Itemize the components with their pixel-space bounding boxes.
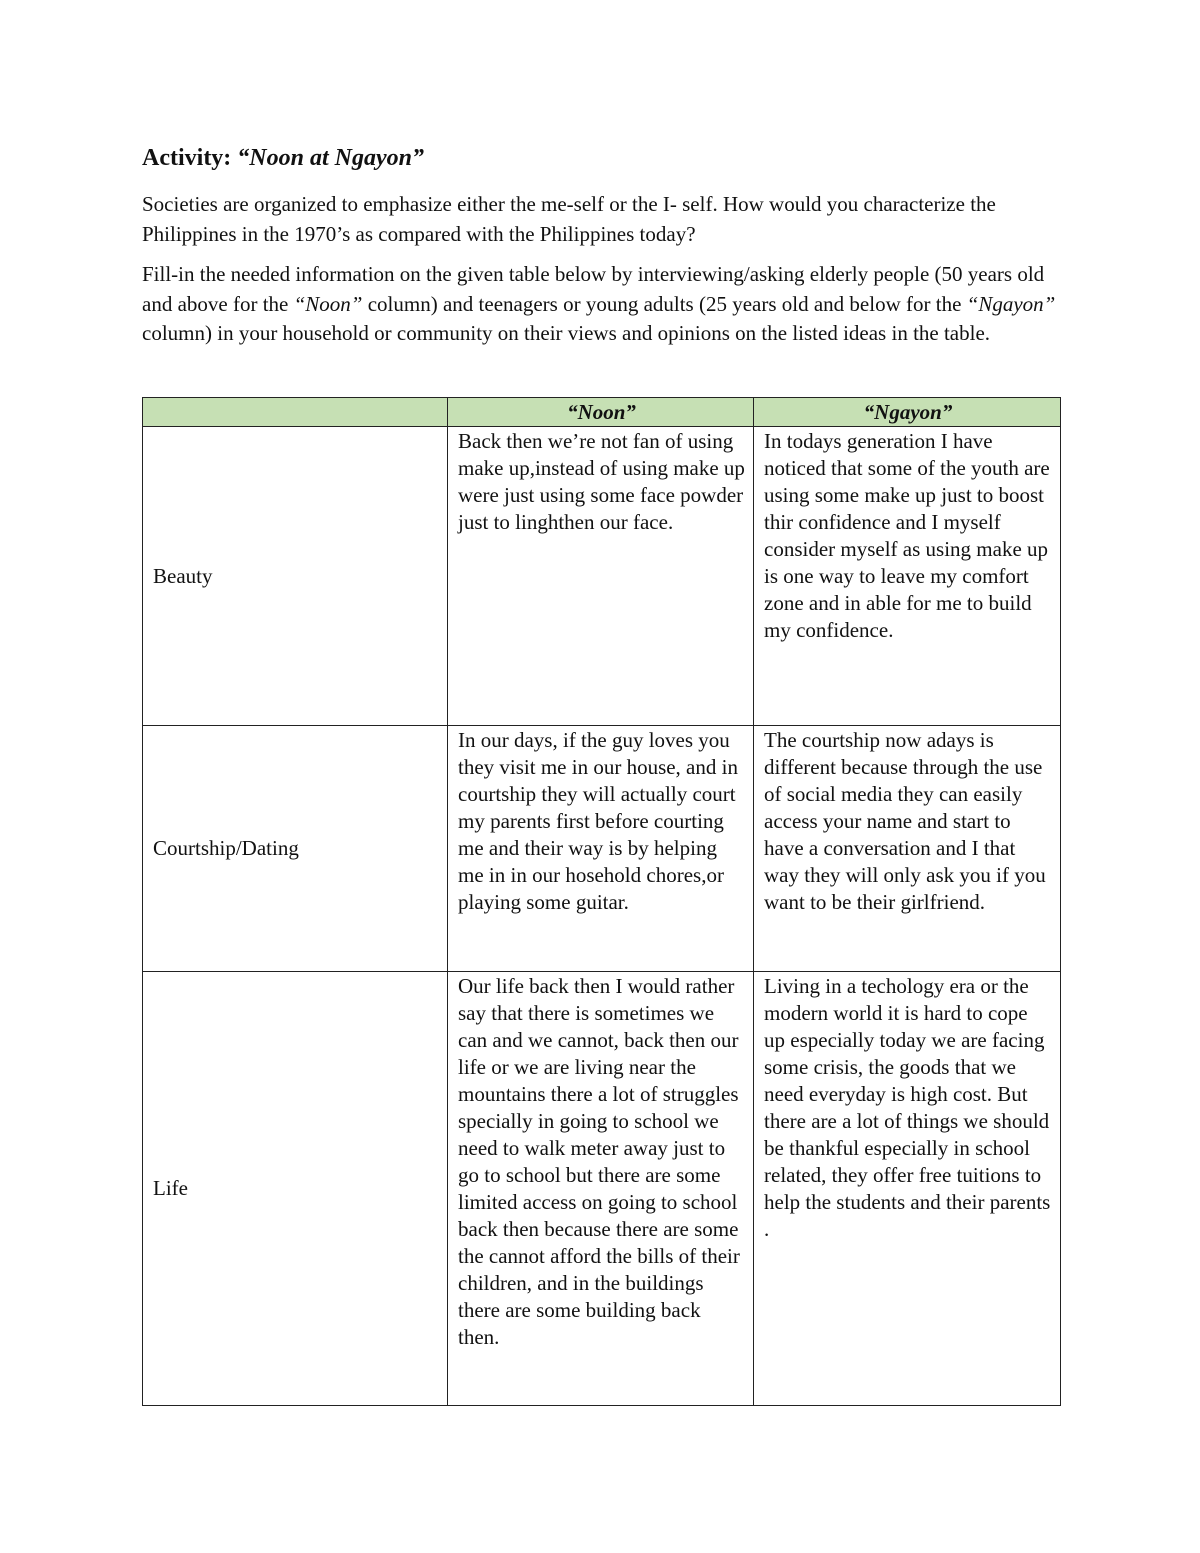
header-noon-cell: “Noon” [448,398,754,427]
activity-title-name: “Noon at Ngayon” [237,145,424,171]
ngayon-cell-courtship: The courtship now adays is different because through the use of social media they can easily access your name and start to have a conversation and I that way they will only ask you if you want to be their girlfriend. [754,726,1061,972]
intro-paragraph-2 [142,260,1060,349]
intro-p2-part-e: column) in your household or community on their views and opinions on the listed ideas in the table. [142,321,991,345]
comparison-table [142,397,1061,1406]
noon-cell-courtship: In our days, if the guy loves you they visit me in our house, and in courtship they will actually court my parents first before courting me and their way is by helping me in in our hosehold chores,or playing some guitar. [448,726,754,972]
header-ngayon-cell: “Ngayon” [754,398,1061,427]
header-topic-cell [143,398,448,427]
noon-cell-life: Our life back then I would rather say that there is sometimes we can and we cannot, back then our life or we are living near the mountains there a lot of struggles specially in going to school we need to walk meter away just to go to school but there are some limited access on going to school back then because there are some the cannot afford the bills of their children, and in the buildings there are some building back then. [448,972,754,1406]
intro-p2-part-c: column) and teenagers or young adults (25 years old and below for the [362,291,967,316]
ngayon-cell-beauty: In todays generation I have noticed that some of the youth are using some make up just to boost thir confidence and I myself consider myself as using make up is one way to leave my comfort zone and in able for me to build my confidence. [754,427,1061,726]
intro-p2-noon: “Noon” [293,291,363,316]
topic-cell-beauty: Beauty [143,427,448,726]
ngayon-cell-life: Living in a techology era or the modern world it is hard to cope up especially today we are facing some crisis, the goods that we need everyday is high cost. But there are a lot of things we should be thankful especially in school related, they offer free tuitions to help the students and their parents . [754,972,1061,1406]
table-row [143,726,1061,972]
topic-cell-life: Life [143,972,448,1406]
activity-title [142,140,1060,176]
noon-cell-beauty: Back then we’re not fan of using make up,instead of using make up were just using some face powder just to linghthen our face. [448,427,754,726]
intro-paragraph-1: Societies are organized to emphasize either the me-self or the I- self. How would you characterize the Philippines in the 1970’s as compared with the Philippines today? [142,192,996,246]
table-header-row [143,398,1061,427]
table-row [143,427,1061,726]
document-page [142,140,1060,1349]
table-row [143,972,1061,1406]
topic-cell-courtship: Courtship/Dating [143,726,448,972]
intro-p2-ngayon: “Ngayon” [966,291,1056,316]
intro-p2-part-a: Fill-in the needed information on the given table below by interviewing/asking elderly people (50 years old and above for the [142,262,1045,316]
activity-title-prefix: Activity: [142,145,232,171]
